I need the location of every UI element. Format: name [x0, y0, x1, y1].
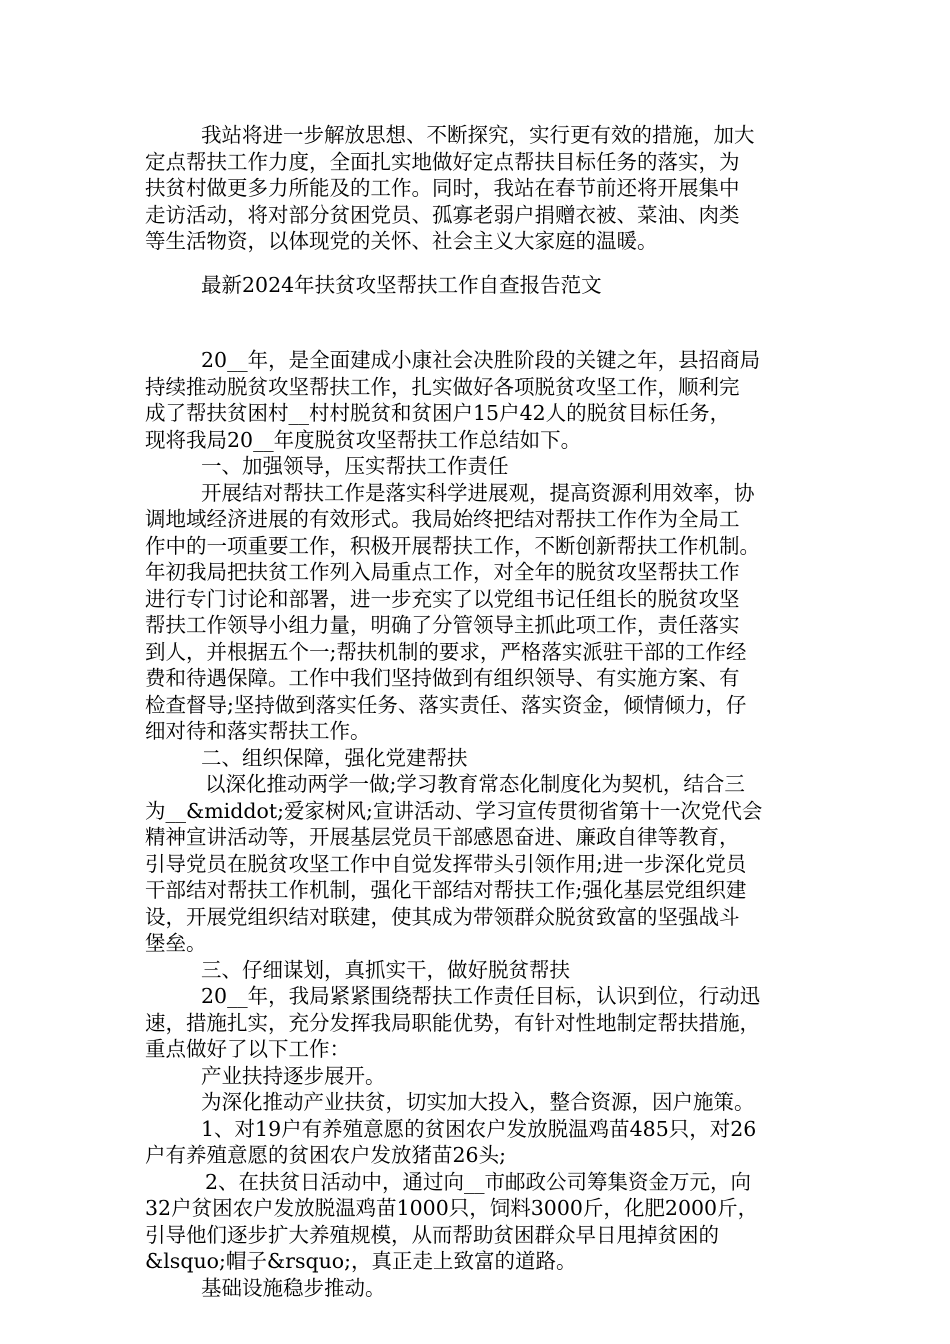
text-line: 2、在扶贫日活动中，通过向__市邮政公司筹集资金万元，向	[205, 1169, 752, 1194]
text-line: 到人，并根据五个一;帮扶机制的要求，严格落实派驻干部的工作经	[145, 639, 747, 664]
text-line: &lsquo;帽子&rsquo;，真正走上致富的道路。	[145, 1249, 577, 1273]
text-line: 年初我局把扶贫工作列入局重点工作，对全年的脱贫攻坚帮扶工作	[145, 560, 740, 584]
text-line: 进行专门讨论和部署，进一步充实了以党组书记任组长的脱贫攻坚	[145, 586, 740, 611]
section-heading: 一、加强领导，压实帮扶工作责任	[201, 454, 509, 478]
text-line: 基础设施稳步推动。	[201, 1275, 386, 1300]
text-line: 20__年，我局紧紧围绕帮扶工作责任目标，认识到位，行动迅	[201, 984, 761, 1008]
text-line: 堡垒。	[145, 931, 207, 955]
text-line: 扶贫村做更多力所能及的工作。同时，我站在春节前还将开展集中	[145, 176, 740, 200]
paragraph-intro	[145, 122, 825, 255]
report-body	[145, 347, 825, 1301]
text-line: 设，开展党组织结对联建，使其成为带领群众脱贫致富的坚强战斗	[145, 904, 740, 929]
text-line: 户有养殖意愿的贫困农户发放猪苗26头;	[145, 1143, 506, 1167]
text-line: 走访活动，将对部分贫困党员、孤寡老弱户捐赠衣被、菜油、肉类	[145, 202, 740, 227]
text-line: 持续推动脱贫攻坚帮扶工作，扎实做好各项脱贫攻坚工作，顺利完	[145, 374, 740, 399]
text-line: 产业扶持逐步展开。	[201, 1063, 386, 1088]
text-line: 开展结对帮扶工作是落实科学进展观，提高资源利用效率，协	[201, 480, 755, 505]
section-heading: 三、仔细谋划，真抓实干，做好脱贫帮扶	[201, 957, 570, 982]
text-line: 调地域经济进展的有效形式。我局始终把结对帮扶工作作为全局工	[145, 507, 740, 531]
text-line: 帮扶工作领导小组力量，明确了分管领导主抓此项工作，责任落实	[145, 613, 740, 637]
text-line: 作中的一项重要工作，积极开展帮扶工作，不断创新帮扶工作机制。	[145, 533, 760, 558]
text-line: 速，措施扎实，充分发挥我局职能优势，有针对性地制定帮扶措施，	[145, 1010, 760, 1035]
text-line: 细对待和落实帮扶工作。	[145, 719, 371, 743]
text-line: 检查督导;坚持做到落实任务、落实责任、落实资金，倾情倾力，仔	[145, 692, 747, 717]
text-line: 干部结对帮扶工作机制，强化干部结对帮扶工作;强化基层党组织建	[145, 878, 747, 902]
text-line: 为__&middot;爱家树风;宣讲活动、学习宣传贯彻省第十一次党代会	[145, 798, 763, 823]
text-line: 以深化推动两学一做;学习教育常态化制度化为契机，结合三	[205, 772, 745, 796]
text-line: 等生活物资，以体现党的关怀、社会主义大家庭的温暖。	[145, 229, 658, 253]
text-line: 20__年，是全面建成小康社会决胜阶段的关键之年，县招商局	[201, 348, 761, 372]
text-line: 成了帮扶贫困村__村村脱贫和贫困户15户42人的脱贫目标任务，	[145, 401, 731, 425]
text-line: 我站将进一步解放思想、不断探究，实行更有效的措施，加大	[201, 123, 755, 147]
text-line: 定点帮扶工作力度，全面扎实地做好定点帮扶目标任务的落实，为	[145, 149, 740, 174]
text-line: 引导他们逐步扩大养殖规模，从而帮助贫困群众早日甩掉贫困的	[145, 1222, 719, 1247]
report-title	[145, 272, 825, 299]
text-line: 现将我局20__年度脱贫攻坚帮扶工作总结如下。	[145, 427, 582, 452]
text-line: 精神宣讲活动等，开展基层党员干部感恩奋进、廉政自律等教育，	[145, 825, 740, 849]
text-line: 引导党员在脱贫攻坚工作中自觉发挥带头引领作用;进一步深化党员	[145, 851, 747, 876]
page-title: 最新2024年扶贫攻坚帮扶工作自查报告范文	[201, 273, 602, 297]
text-line: 重点做好了以下工作：	[145, 1037, 350, 1061]
text-line: 1、对19户有养殖意愿的贫困农户发放脱温鸡苗485只，对26	[201, 1116, 757, 1141]
section-heading: 二、组织保障，强化党建帮扶	[201, 745, 468, 770]
text-line: 为深化推动产业扶贫，切实加大投入，整合资源，因户施策。	[201, 1090, 755, 1114]
text-line: 32户贫困农户发放脱温鸡苗1000只，饲料3000斤，化肥2000斤，	[145, 1196, 759, 1220]
text-line: 费和待遇保障。工作中我们坚持做到有组织领导、有实施方案、有	[145, 666, 740, 690]
